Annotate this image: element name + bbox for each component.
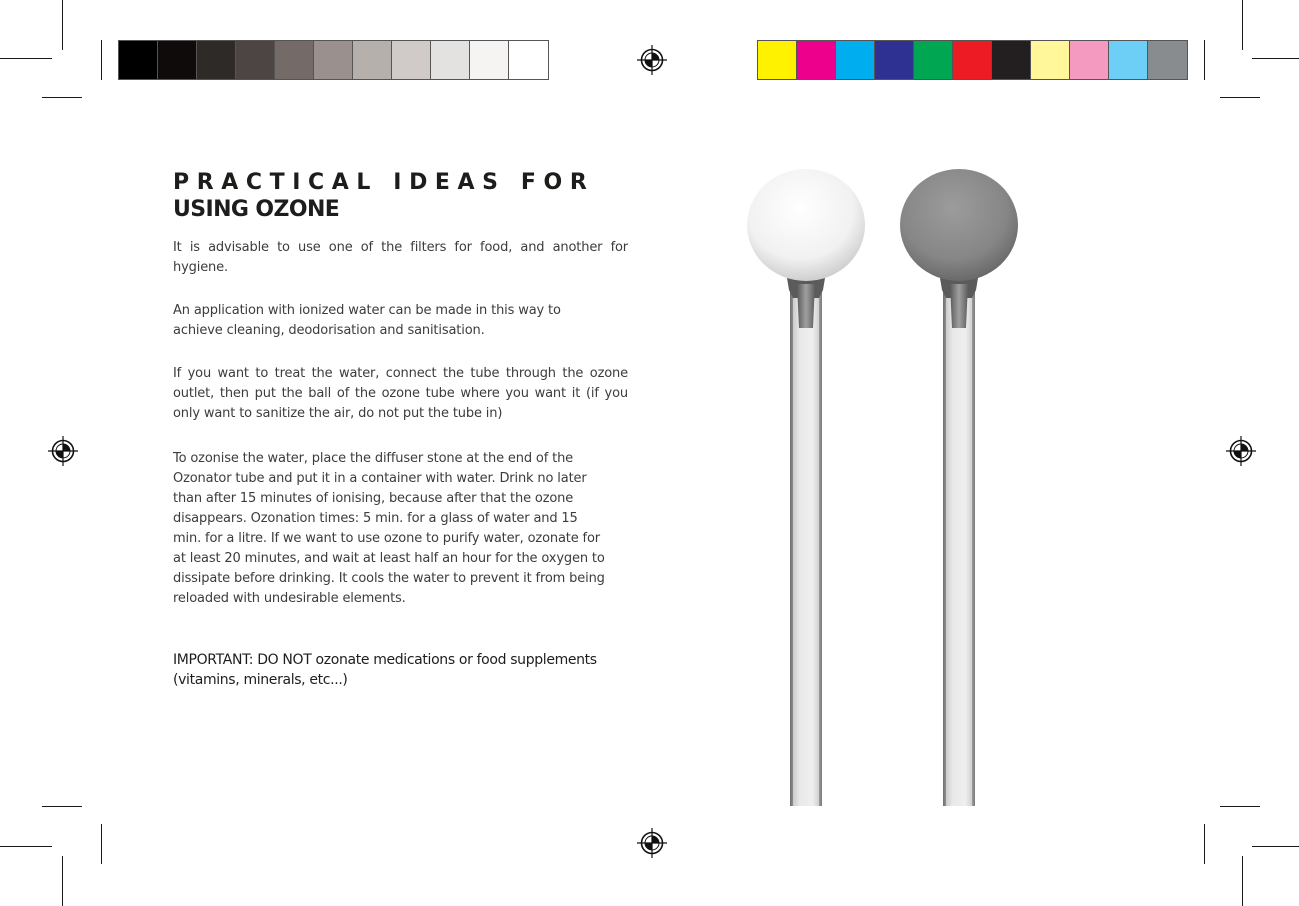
white-diffuser-connector <box>797 284 815 328</box>
crop-mark <box>0 58 52 59</box>
crop-mark <box>1242 856 1243 906</box>
grayscale-calibration-bar <box>118 40 549 80</box>
color-swatch <box>1109 41 1148 79</box>
grayscale-swatch <box>275 41 314 79</box>
grayscale-swatch <box>314 41 353 79</box>
crop-mark <box>1220 806 1260 807</box>
color-swatch <box>1148 41 1187 79</box>
color-calibration-bar <box>757 40 1188 80</box>
crop-mark <box>1220 97 1260 98</box>
crop-mark <box>62 0 63 50</box>
grayscale-swatch <box>119 41 158 79</box>
crop-mark <box>1204 824 1205 864</box>
ozone-diffuser-image <box>727 160 1042 806</box>
crop-mark <box>62 856 63 906</box>
registration-mark-icon <box>637 45 667 75</box>
crop-mark <box>1204 40 1205 80</box>
crop-mark <box>101 824 102 864</box>
important-note: IMPORTANT: DO NOT ozonate medications or food supplements (vitamins, minerals, etc...) <box>173 652 597 688</box>
paragraph-ionized-water: An application with ionized water can be made in this way to achieve cleaning, deodorisation and sanitisation. <box>173 303 561 338</box>
heading-line-1: PRACTICAL IDEAS FOR <box>173 170 595 195</box>
grayscale-swatch <box>392 41 431 79</box>
grayscale-swatch <box>509 41 548 79</box>
crop-mark <box>101 40 102 80</box>
crop-mark <box>1252 58 1299 59</box>
crop-mark <box>42 806 82 807</box>
color-swatch <box>1031 41 1070 79</box>
paragraph-treat-water: If you want to treat the water, connect the tube through the ozone outlet, then put the ball of the ozone tube where you want it (if you only want to sanitize the air, do not put the tube in) <box>173 366 628 421</box>
grayscale-swatch <box>236 41 275 79</box>
color-swatch <box>1070 41 1109 79</box>
paragraph-filters: It is advisable to use one of the filters for food, and another for hygiene. <box>173 240 628 275</box>
color-swatch <box>992 41 1031 79</box>
grey-diffuser-ball <box>900 169 1018 281</box>
crop-mark <box>0 846 52 847</box>
registration-mark-icon <box>1226 436 1256 466</box>
grayscale-swatch <box>158 41 197 79</box>
grayscale-swatch <box>197 41 236 79</box>
crop-mark <box>1242 0 1243 50</box>
color-swatch <box>953 41 992 79</box>
crop-mark <box>1252 846 1299 847</box>
main-text-column <box>173 170 628 690</box>
color-swatch <box>836 41 875 79</box>
grayscale-swatch <box>353 41 392 79</box>
paragraph-ozonise-water: To ozonise the water, place the diffuser stone at the end of the Ozonator tube and put it in a container with water. Drink no later than after 15 minutes of ionising, because after that the ozone disappears. Ozonation times: 5 min. for a glass of water and 15 min. for a litre. If we want to use ozone to purify water, ozonate for at least 20 minutes, and wait at least half an hour for the oxygen to dissipate before drinking. It cools the water to prevent it from being reloaded with undesirable elements. <box>173 451 605 606</box>
color-swatch <box>914 41 953 79</box>
registration-mark-icon <box>48 436 78 466</box>
color-swatch <box>875 41 914 79</box>
registration-mark-icon <box>637 828 667 858</box>
color-swatch <box>758 41 797 79</box>
grey-diffuser-connector <box>950 284 968 328</box>
grayscale-swatch <box>431 41 470 79</box>
heading-line-2: USING OZONE <box>173 197 340 222</box>
grayscale-swatch <box>470 41 509 79</box>
crop-mark <box>42 97 82 98</box>
white-diffuser-ball <box>747 169 865 281</box>
color-swatch <box>797 41 836 79</box>
